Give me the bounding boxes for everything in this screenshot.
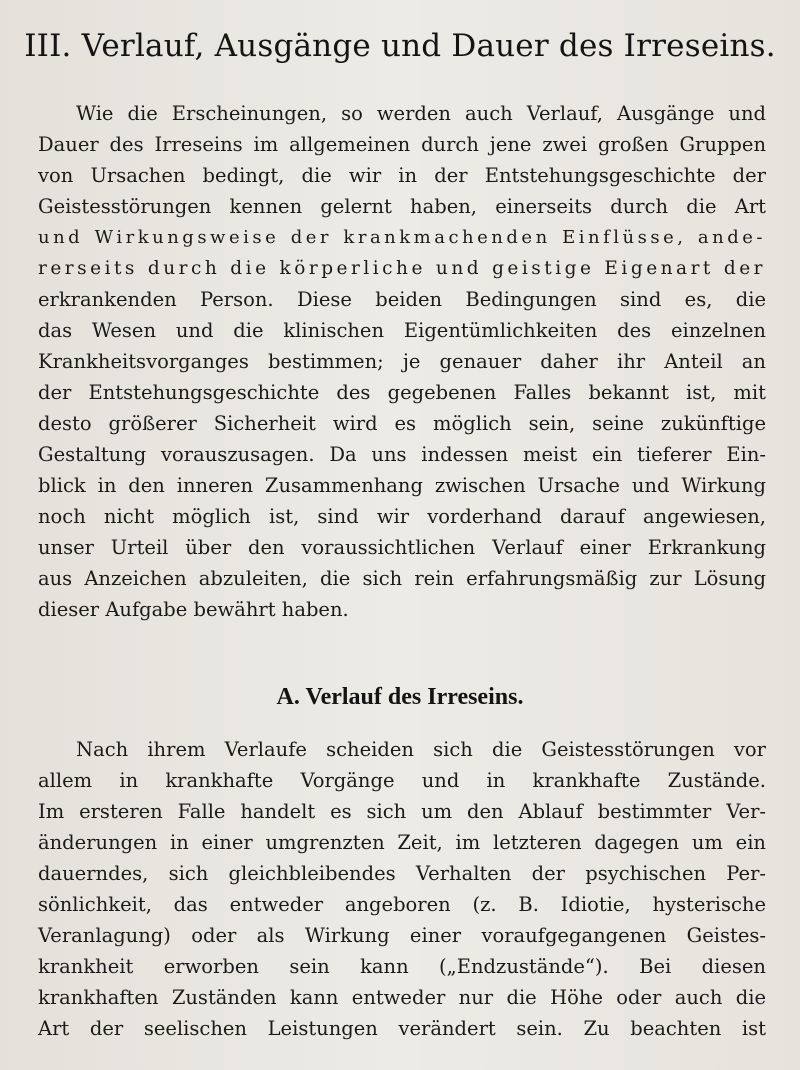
- text-line: dieser Aufgabe bewährt haben.: [38, 598, 349, 621]
- text-line: rerseits durch die körperliche und geistige Eigenart der: [38, 258, 766, 279]
- text-line: dauerndes, sich gleichbleibendes Verhalten der psychischen Per-: [38, 862, 766, 885]
- text-line: Im ersteren Falle handelt es sich um den Ablauf bestimmter Ver-: [38, 800, 766, 823]
- paragraph-2: [38, 734, 766, 1044]
- text-line: Geistesstörungen kennen gelernt haben, einerseits durch die Art: [38, 195, 766, 218]
- text-line: Gestaltung vorauszusagen. Da uns indessen meist ein tieferer Ein-: [38, 443, 766, 466]
- text-line: unser Urteil über den voraussichtlichen Verlauf einer Erkrankung: [38, 536, 766, 559]
- text-line: der Entstehungsgeschichte des gegebenen Falles bekannt ist, mit: [38, 381, 766, 404]
- text-line: desto größerer Sicherheit wird es möglich sein, seine zukünftige: [38, 412, 766, 435]
- text-line: noch nicht möglich ist, sind wir vorderhand darauf angewiesen,: [38, 505, 766, 528]
- text-line: das Wesen und die klinischen Eigentümlichkeiten des einzelnen: [38, 319, 766, 342]
- text-line: blick in den inneren Zusammenhang zwischen Ursache und Wirkung: [38, 474, 766, 497]
- text-line: sönlichkeit, das entweder angeboren (z. B. Idiotie, hysterische: [38, 893, 766, 916]
- chapter-heading: III. Verlauf, Ausgänge und Dauer des Irreseins.: [24, 28, 776, 64]
- text-line: Wie die Erscheinungen, so werden auch Verlauf, Ausgänge und: [76, 102, 766, 125]
- text-line: Krankheitsvorganges bestimmen; je genauer daher ihr Anteil an: [38, 350, 766, 373]
- text-line: erkrankenden Person. Diese beiden Bedingungen sind es, die: [38, 288, 766, 311]
- paragraph-1: [38, 98, 766, 625]
- text-line: Dauer des Irreseins im allgemeinen durch jene zwei großen Gruppen: [38, 133, 766, 156]
- text-line: aus Anzeichen abzuleiten, die sich rein erfahrungsmäßig zur Lösung: [38, 567, 766, 590]
- text-line: von Ursachen bedingt, die wir in der Entstehungsgeschichte der: [38, 164, 766, 187]
- text-line: krankhaften Zuständen kann entweder nur die Höhe oder auch die: [38, 986, 766, 1009]
- text-line: krankheit erworben sein kann („Endzustände“). Bei diesen: [38, 955, 766, 978]
- text-line: Veranlagung) oder als Wirkung einer voraufgegangenen Geistes-: [38, 924, 766, 947]
- text-line: änderungen in einer umgrenzten Zeit, im letzteren dagegen um ein: [38, 831, 766, 854]
- section-heading: A. Verlauf des Irreseins.: [276, 684, 524, 710]
- text-line: Nach ihrem Verlaufe scheiden sich die Geistesstörungen vor: [76, 738, 766, 761]
- text-line: Art der seelischen Leistungen verändert sein. Zu beachten ist: [38, 1017, 766, 1040]
- text-line: und Wirkungsweise der krankmachenden Einflüsse, ande-: [38, 227, 766, 248]
- text-line: allem in krankhafte Vorgänge und in krankhafte Zustände.: [38, 769, 766, 792]
